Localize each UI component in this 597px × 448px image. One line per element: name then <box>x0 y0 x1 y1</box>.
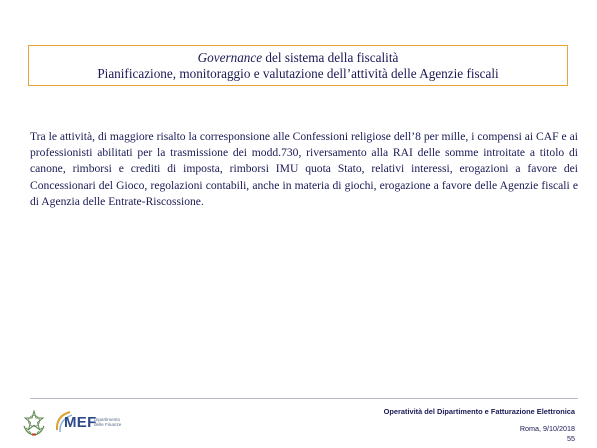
title-line-1 <box>29 50 567 66</box>
title-italic-word: Governance <box>197 50 263 65</box>
mef-logo-subtitle <box>94 417 121 428</box>
body-paragraph: Tra le attività, di maggiore risalto la corresponsione alle Confessioni religiose dell’8 per mille, i compensi ai CAF e ai professionisti abilitati per la trasmissione dei modd.730, riversamento alla RAI delle somme introitate a titolo di canone, rimborsi e crediti di imposta, rimborsi IMU quota Stato, relativi interessi, erogazioni a favore dei Concessionari del Gioco, regolazioni contabili, anche in materia di giochi, erogazione a favore delle Agenzie fiscali e di Agenzia delle Entrate-Riscossione. <box>30 130 578 208</box>
italian-republic-emblem-icon <box>21 410 47 437</box>
page-number: 55 <box>567 434 575 443</box>
title-line-2: Pianificazione, monitoraggio e valutazione dell’attività delle Agenzie fiscali <box>97 66 499 81</box>
title-line-1-rest: del sistema della fiscalità <box>262 50 399 65</box>
footer-place-date: Roma, 9/10/2018 <box>519 424 575 433</box>
slide-title-box <box>28 45 568 86</box>
mef-logo-subtitle-line-1: Dipartimento <box>94 417 121 422</box>
mef-logo-subtitle-line-2: delle Finanze <box>94 422 122 428</box>
mef-logo <box>54 410 146 436</box>
footer-divider <box>30 398 578 399</box>
mef-logo-text: MEF <box>64 414 97 431</box>
footer-department: Operatività del Dipartimento e Fatturazione Elettronica <box>383 407 575 416</box>
footer-info <box>275 406 575 444</box>
